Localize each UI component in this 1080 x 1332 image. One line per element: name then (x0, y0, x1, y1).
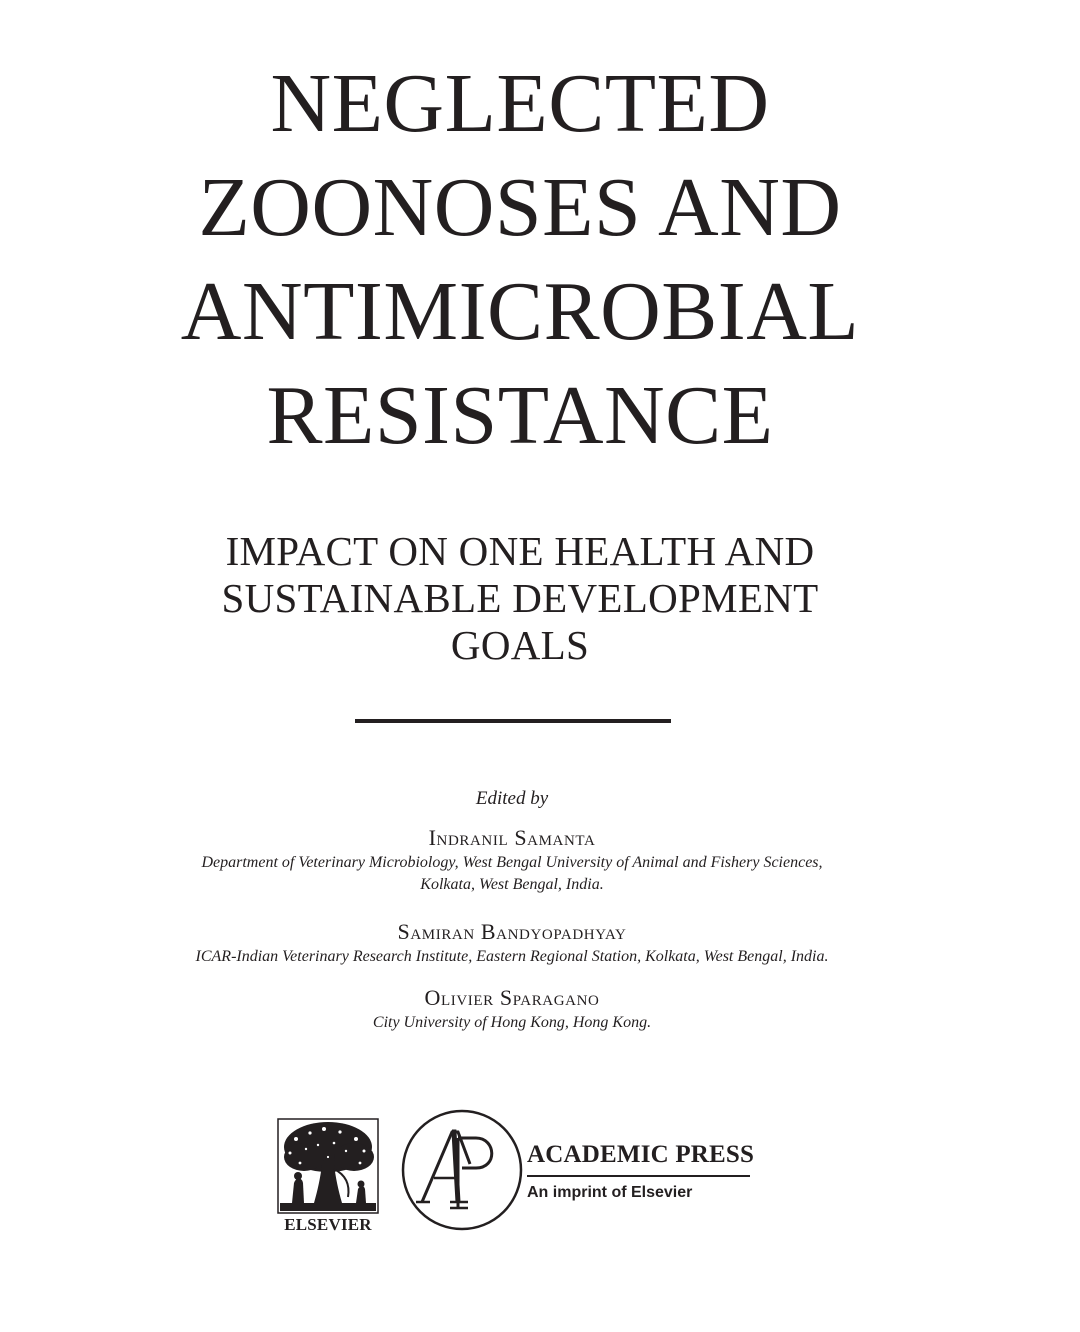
edited-by-label: Edited by (475, 788, 549, 809)
elsevier-wordmark: ELSEVIER (284, 1215, 372, 1234)
book-subtitle-line-2: SUSTAINABLE DEVELOPMENT (221, 575, 819, 621)
editor-affiliation-line: Department of Veterinary Microbiology, West Bengal University of Animal and Fishery Sciences, (201, 854, 823, 871)
editor-name: Olivier Sparagano (424, 985, 600, 1010)
editor-affiliation-line: Kolkata, West Bengal, India. (420, 876, 604, 893)
book-subtitle-line-1: IMPACT ON ONE HEALTH AND (225, 528, 815, 574)
editor-block (0, 918, 1024, 968)
editor-affiliation-line: City University of Hong Kong, Hong Kong. (372, 1014, 652, 1031)
elsevier-tree-logo-icon (276, 1117, 380, 1215)
academic-press-ap-logo-icon (400, 1108, 524, 1232)
editor-affiliation (0, 946, 1024, 968)
editor-name: Indranil Samanta (428, 825, 596, 850)
book-title-line-2: ZOONOSES AND (198, 161, 842, 254)
elsevier-logo (276, 1117, 380, 1235)
editor-affiliation (0, 1012, 1024, 1034)
editor-name: Samiran Bandyopadhyay (397, 919, 627, 944)
book-title-line-1: NEGLECTED (270, 57, 770, 150)
imprint-line: An imprint of Elsevier (527, 1184, 693, 1201)
academic-press-divider (527, 1175, 750, 1177)
book-subtitle-line-3: GOALS (450, 622, 590, 668)
book-subtitle (60, 528, 980, 669)
editor-block (0, 824, 1024, 896)
book-title-line-4: RESISTANCE (266, 369, 774, 462)
editor-affiliation (0, 852, 1024, 896)
academic-press-wordmark: ACADEMIC PRESS (527, 1141, 755, 1168)
book-title (60, 52, 980, 468)
title-divider (355, 719, 671, 723)
editor-affiliation-line: ICAR-Indian Veterinary Research Institute, Eastern Regional Station, Kolkata, West Bengal, India. (195, 948, 829, 965)
book-title-line-3: ANTIMICROBIAL (180, 265, 860, 358)
editor-block (0, 984, 1024, 1034)
